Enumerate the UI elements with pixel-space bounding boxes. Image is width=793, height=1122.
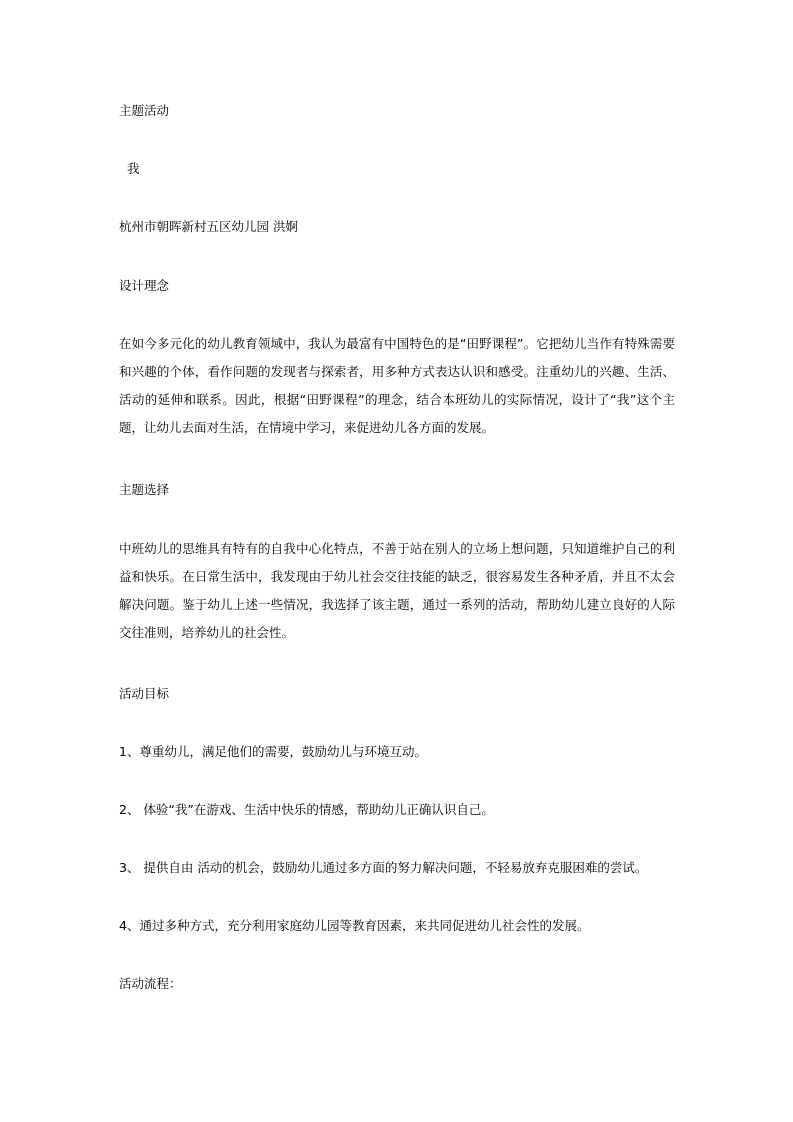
section-choice-body: 中班幼儿的思维具有特有的自我中心化特点，不善于站在别人的立场上想问题，只知道维护自己的利益和快乐。在日常生活中，我发现由于幼儿社会交往技能的缺乏，很容易发生各种矛盾，并且不太会解决问题。鉴于幼儿上述一些情况，我选择了该主题，通过一系列的活动，帮助幼儿建立良好的人际交往准则，培养幼儿的社会性。 bbox=[119, 541, 675, 640]
author-line: 杭州市朝晖新村五区幼儿园 洪婀 bbox=[119, 219, 298, 234]
section-flow-title: 活动流程： bbox=[119, 976, 182, 991]
goal-item-2: 2、 体验“我”在游戏、生活中快乐的情感，帮助幼儿正确认识自己。 bbox=[119, 802, 494, 817]
heading-theme: 主题活动 bbox=[119, 103, 170, 118]
section-design-body: 在如今多元化的幼儿教育领域中，我认为最富有中国特色的是“田野课程”。它把幼儿当作有特殊需要和兴趣的个体，看作问题的发现者与探索者，用多种方式表达认识和感受。注重幼儿的兴趣、生活、活动的延伸和联系。因此，根据“田野课程”的理念，结合本班幼儿的实际情况，设计了“我”这个主题，让幼儿去面对生活，在情境中学习，来促进幼儿各方面的发展。 bbox=[119, 336, 675, 435]
theme-name: 我 bbox=[127, 161, 140, 176]
goal-item-1: 1、尊重幼儿，满足他们的需要，鼓励幼儿与环境互动。 bbox=[119, 744, 427, 759]
section-goals-title: 活动目标 bbox=[119, 686, 170, 701]
goal-item-4: 4、通过多种方式，充分利用家庭幼儿园等教育因素，来共同促进幼儿社会性的发展。 bbox=[119, 918, 590, 933]
section-choice-title: 主题选择 bbox=[119, 482, 170, 497]
goal-item-3: 3、 提供自由 活动的机会，鼓励幼儿通过多方面的努力解决问题，不轻易放弃克服困难的尝试。 bbox=[119, 860, 648, 875]
section-design-title: 设计理念 bbox=[119, 278, 170, 293]
